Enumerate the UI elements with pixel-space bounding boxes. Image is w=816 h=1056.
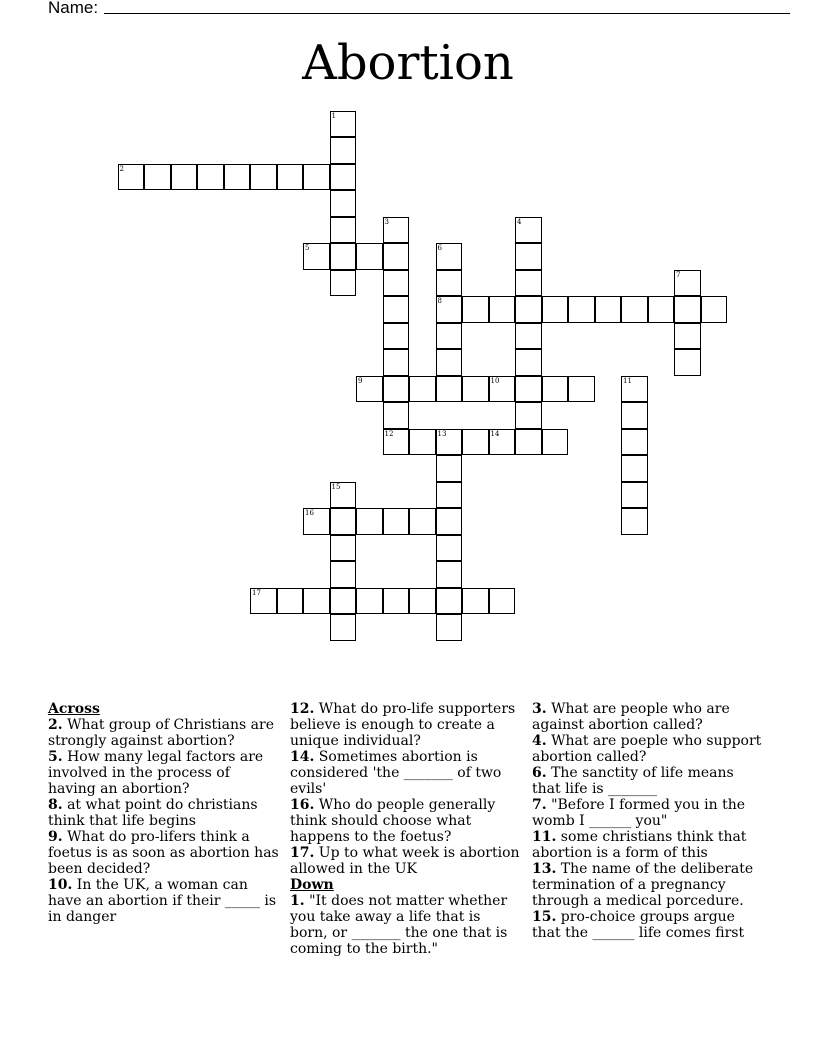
grid-cell[interactable] — [277, 588, 304, 615]
grid-cell[interactable] — [515, 217, 542, 244]
clue-item-number: 13. — [532, 861, 557, 877]
clue-item-number: 6. — [532, 765, 547, 781]
clue-item-number: 14. — [290, 749, 315, 765]
grid-cell[interactable] — [542, 376, 569, 403]
clue-number: 9 — [358, 376, 363, 385]
grid-cell[interactable] — [330, 482, 357, 509]
grid-cell[interactable] — [621, 402, 648, 429]
grid-cell[interactable] — [436, 455, 463, 482]
grid-cell[interactable] — [436, 429, 463, 456]
clue-item-text: How many legal factors are involved in the process of having an abortion? — [48, 749, 264, 797]
clue-item — [290, 893, 522, 957]
clue-number: 14 — [490, 429, 500, 438]
clue-number: 11 — [623, 376, 632, 385]
grid-cell[interactable] — [674, 296, 701, 323]
grid-cell[interactable] — [383, 429, 410, 456]
clue-item-number: 9. — [48, 829, 63, 845]
clue-item — [532, 909, 764, 941]
grid-cell[interactable] — [436, 482, 463, 509]
grid-cell[interactable] — [436, 535, 463, 562]
clue-item-number: 8. — [48, 797, 63, 813]
clue-item-text: Up to what week is abortion allowed in the UK — [290, 845, 520, 877]
grid-cell[interactable] — [330, 508, 357, 535]
clue-number: 8 — [437, 297, 442, 305]
grid-cell[interactable] — [515, 323, 542, 350]
grid-cell[interactable] — [250, 588, 277, 615]
clue-item-text: In the UK, a woman can have an abortion if their _____ is in danger — [48, 877, 277, 925]
grid-cell[interactable] — [356, 376, 383, 403]
grid-cell[interactable] — [436, 323, 463, 350]
across-clue-list — [48, 717, 280, 925]
grid-cell[interactable] — [383, 217, 410, 244]
clue-number: 17 — [252, 588, 261, 597]
grid-cell[interactable] — [118, 164, 145, 191]
down-clue-list-continued — [532, 701, 764, 941]
clue-item-text: What group of Christians are strongly against abortion? — [48, 717, 274, 749]
grid-cell[interactable] — [648, 296, 675, 323]
clue-item-text: The sanctity of life means that life is _______ — [532, 765, 734, 797]
clue-item — [48, 829, 280, 877]
clue-item-text: What are people who are against abortion called? — [532, 701, 730, 733]
clue-item-text: at what point do christians think that life begins — [48, 797, 258, 829]
grid-cell[interactable] — [330, 111, 357, 138]
clue-number: 3 — [384, 217, 389, 226]
clues-column-1 — [48, 701, 280, 925]
grid-cell[interactable] — [515, 402, 542, 429]
clue-item-text: What do pro-life supporters believe is enough to create a unique individual? — [290, 701, 516, 749]
grid-cell[interactable] — [356, 508, 383, 535]
clue-item-number: 11. — [532, 829, 557, 845]
clue-item-number: 15. — [532, 909, 557, 925]
grid-cell[interactable] — [489, 296, 516, 323]
clue-item — [48, 877, 280, 925]
grid-cell[interactable] — [383, 296, 410, 323]
grid-cell[interactable] — [330, 137, 357, 164]
clue-item-text: What do pro-lifers think a foetus is as soon as abortion has been decided? — [48, 829, 279, 877]
clue-item-text: The name of the deliberate termination of a pregnancy through a medical porcedure. — [532, 861, 754, 909]
grid-cell[interactable] — [330, 164, 357, 191]
grid-cell[interactable] — [436, 376, 463, 403]
grid-cell[interactable] — [250, 164, 277, 191]
clue-item — [48, 797, 280, 829]
grid-cell[interactable] — [621, 455, 648, 482]
clue-item — [48, 717, 280, 749]
clue-item — [290, 845, 522, 877]
grid-cell[interactable] — [436, 561, 463, 588]
clue-item-number: 4. — [532, 733, 547, 749]
grid-cell[interactable] — [621, 482, 648, 509]
clues-column-2 — [290, 701, 522, 957]
grid-cell[interactable] — [701, 296, 728, 323]
clue-item-text: "It does not matter whether you take away a life that is born, or _______ the one that is coming to the birth." — [290, 893, 508, 957]
grid-cell[interactable] — [330, 561, 357, 588]
clue-item-text: pro-choice groups argue that the ______ life comes first — [532, 909, 745, 941]
clue-number: 15 — [331, 482, 341, 491]
grid-cell[interactable] — [383, 243, 410, 270]
clue-item-number: 10. — [48, 877, 73, 893]
clue-item-text: Who do people generally think should choose what happens to the foetus? — [290, 797, 496, 845]
clue-item-number: 1. — [290, 893, 305, 909]
grid-cell[interactable] — [409, 588, 436, 615]
grid-cell[interactable] — [330, 614, 357, 641]
clue-item-number: 5. — [48, 749, 63, 765]
grid-cell[interactable] — [436, 614, 463, 641]
grid-cell[interactable] — [674, 323, 701, 350]
grid-cell[interactable] — [436, 270, 463, 297]
clue-item-text: "Before I formed you in the womb I ______ you" — [532, 797, 746, 829]
clue-number: 5 — [305, 244, 310, 252]
clue-item — [290, 749, 522, 797]
clue-item — [532, 861, 764, 909]
clue-item — [532, 797, 764, 829]
grid-cell[interactable] — [436, 296, 463, 323]
grid-cell[interactable] — [462, 588, 489, 615]
down-heading: Down — [290, 877, 334, 893]
grid-cell[interactable] — [542, 296, 569, 323]
grid-cell[interactable] — [489, 429, 516, 456]
grid-cell[interactable] — [144, 164, 171, 191]
clue-item-number: 17. — [290, 845, 315, 861]
grid-cell[interactable] — [489, 376, 516, 403]
grid-cell[interactable] — [515, 296, 542, 323]
grid-cell[interactable] — [277, 164, 304, 191]
grid-cell[interactable] — [197, 164, 224, 191]
name-label: Name: — [48, 0, 99, 17]
grid-cell[interactable] — [409, 376, 436, 403]
grid-cell[interactable] — [383, 508, 410, 535]
clue-item — [532, 701, 764, 733]
grid-cell[interactable] — [542, 429, 569, 456]
grid-cell[interactable] — [330, 270, 357, 297]
grid-cell[interactable] — [595, 296, 622, 323]
grid-cell[interactable] — [462, 376, 489, 403]
clue-number: 10 — [490, 376, 500, 385]
grid-cell[interactable] — [383, 349, 410, 376]
grid-cell[interactable] — [330, 535, 357, 562]
across-clue-list-continued — [290, 701, 522, 877]
grid-cell[interactable] — [383, 376, 410, 403]
grid-cell[interactable] — [224, 164, 251, 191]
grid-cell[interactable] — [515, 243, 542, 270]
grid-cell[interactable] — [303, 243, 330, 270]
clue-item-number: 7. — [532, 797, 547, 813]
grid-cell[interactable] — [330, 243, 357, 270]
grid-cell[interactable] — [330, 588, 357, 615]
clue-item — [48, 749, 280, 797]
grid-cell[interactable] — [674, 270, 701, 297]
clue-item-number: 12. — [290, 701, 315, 717]
clues-column-3 — [532, 701, 764, 941]
grid-cell[interactable] — [383, 270, 410, 297]
grid-cell[interactable] — [621, 376, 648, 403]
clue-number: 7 — [676, 270, 681, 279]
clue-item-text: Sometimes abortion is considered 'the _______ of two evils' — [290, 749, 502, 797]
across-heading: Across — [48, 701, 100, 717]
grid-cell[interactable] — [462, 429, 489, 456]
grid-cell[interactable] — [515, 349, 542, 376]
grid-cell[interactable] — [303, 588, 330, 615]
grid-cell[interactable] — [436, 508, 463, 535]
grid-cell[interactable] — [356, 588, 383, 615]
grid-cell[interactable] — [409, 508, 436, 535]
down-clue-list — [290, 893, 522, 957]
grid-cell[interactable] — [383, 588, 410, 615]
grid-cell[interactable] — [171, 164, 198, 191]
clue-number: 16 — [305, 509, 314, 517]
grid-cell[interactable] — [568, 376, 595, 403]
grid-cell[interactable] — [515, 376, 542, 403]
grid-cell[interactable] — [621, 296, 648, 323]
clue-item — [290, 797, 522, 845]
clue-item-number: 3. — [532, 701, 547, 717]
grid-cell[interactable] — [568, 296, 595, 323]
grid-cell[interactable] — [515, 429, 542, 456]
grid-cell[interactable] — [303, 164, 330, 191]
grid-cell[interactable] — [303, 508, 330, 535]
grid-cell[interactable] — [356, 243, 383, 270]
grid-cell[interactable] — [489, 588, 516, 615]
clue-item — [532, 765, 764, 797]
grid-cell[interactable] — [674, 349, 701, 376]
grid-cell[interactable] — [330, 190, 357, 217]
grid-cell[interactable] — [462, 296, 489, 323]
grid-cell[interactable] — [621, 508, 648, 535]
clue-item-number: 16. — [290, 797, 315, 813]
grid-cell[interactable] — [409, 429, 436, 456]
clue-item — [532, 733, 764, 765]
puzzle-title: Abortion — [302, 35, 514, 91]
clue-item — [532, 829, 764, 861]
grid-cell[interactable] — [330, 217, 357, 244]
grid-cell[interactable] — [515, 270, 542, 297]
clue-number: 1 — [331, 111, 336, 120]
clue-number: 12 — [384, 429, 394, 438]
clue-item-text: some christians think that abortion is a form of this — [532, 829, 747, 861]
clue-item-number: 2. — [48, 717, 63, 733]
grid-cell[interactable] — [436, 349, 463, 376]
grid-cell[interactable] — [383, 323, 410, 350]
clue-item-text: What are poeple who support abortion called? — [532, 733, 762, 765]
clue-number: 13 — [437, 429, 447, 438]
clue-number: 6 — [437, 244, 442, 252]
grid-cell[interactable] — [436, 243, 463, 270]
grid-cell[interactable] — [621, 429, 648, 456]
clue-number: 4 — [517, 217, 522, 226]
grid-cell[interactable] — [383, 402, 410, 429]
clue-item — [290, 701, 522, 749]
grid-cell[interactable] — [436, 588, 463, 615]
clue-number: 2 — [119, 164, 124, 173]
